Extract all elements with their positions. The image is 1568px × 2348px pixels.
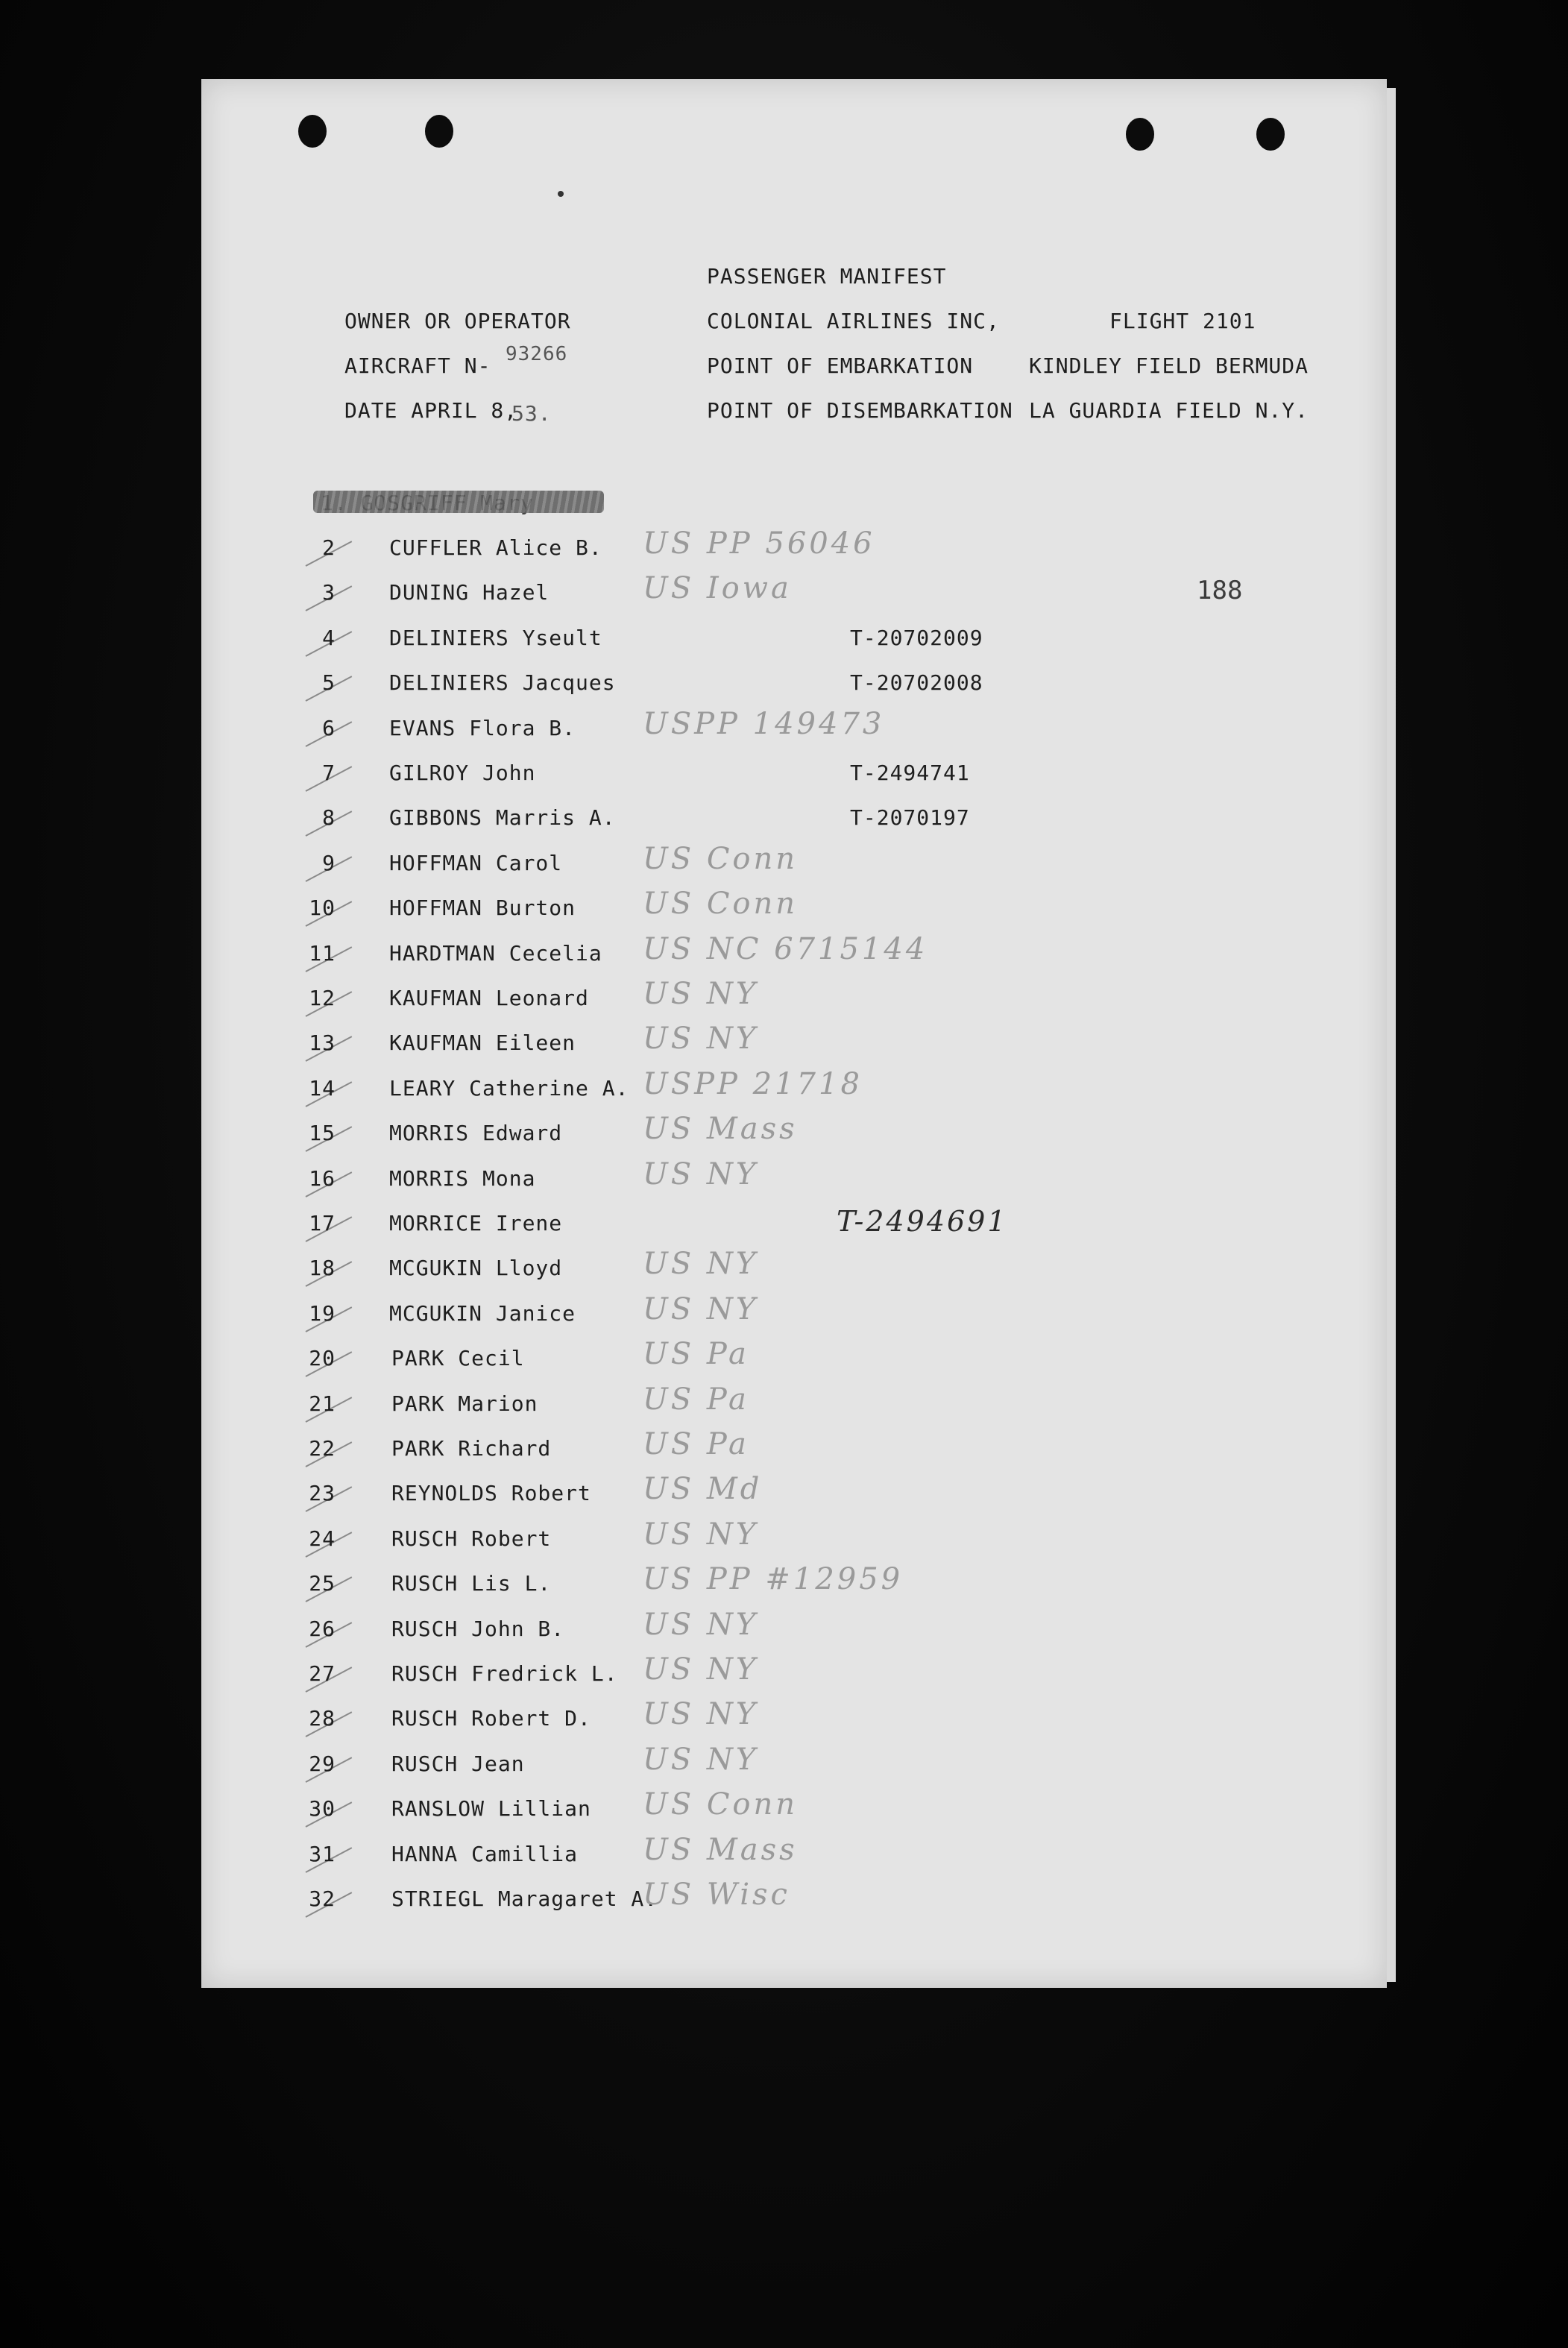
passenger-name: RUSCH John B. xyxy=(391,1617,565,1641)
handwritten-nationality: US NY xyxy=(643,1292,759,1326)
handwritten-nationality: USPP 149473 xyxy=(643,707,885,741)
passenger-name: HARDTMAN Cecelia xyxy=(389,941,602,966)
manifest-sheet xyxy=(201,79,1387,1988)
disembarkation-label: POINT OF DISEMBARKATION xyxy=(707,398,1013,423)
punch-hole-3 xyxy=(1126,118,1154,151)
passenger-name: HOFFMAN Carol xyxy=(389,851,563,875)
passenger-number: 8 xyxy=(322,805,336,830)
handwritten-nationality: US Pa xyxy=(643,1337,749,1371)
handwritten-nationality: US NY xyxy=(643,1517,759,1552)
owner-label: OWNER OR OPERATOR xyxy=(344,309,571,333)
passenger-number: 22 xyxy=(309,1436,336,1461)
passenger-number: 30 xyxy=(309,1796,336,1821)
passenger-name: LEARY Catherine A. xyxy=(389,1076,629,1101)
document-number: T-2070197 xyxy=(850,805,970,830)
handwritten-nationality: US Pa xyxy=(643,1382,749,1417)
owner-value: COLONIAL AIRLINES INC, xyxy=(707,309,1000,333)
passenger-name: MCGUKIN Lloyd xyxy=(389,1256,563,1280)
passenger-number: 24 xyxy=(309,1526,336,1551)
embarkation-label: POINT OF EMBARKATION xyxy=(707,353,974,378)
handwritten-nationality: US Conn xyxy=(643,1787,799,1822)
passenger-name: RUSCH Jean xyxy=(391,1751,525,1776)
passenger-name: GILROY John xyxy=(389,761,536,785)
passenger-number: 3 xyxy=(322,580,336,605)
passenger-name: PARK Richard xyxy=(391,1436,552,1461)
disembarkation-value: LA GUARDIA FIELD N.Y. xyxy=(1029,398,1309,423)
handwritten-nationality: US Md xyxy=(643,1472,763,1506)
passenger-name: HOFFMAN Burton xyxy=(389,896,576,920)
handwritten-nationality: US Mass xyxy=(643,1833,798,1867)
passenger-name: MORRIS Mona xyxy=(389,1166,536,1191)
handwritten-nationality: US NY xyxy=(643,1157,759,1192)
passenger-name: HANNA Camillia xyxy=(391,1842,579,1866)
handwritten-nationality: US NY xyxy=(643,1247,759,1281)
passenger-number: 31 xyxy=(309,1842,336,1866)
page-number: 188 xyxy=(1197,576,1243,605)
handwritten-nationality: USPP 21718 xyxy=(643,1067,863,1101)
passenger-name: DELINIERS Yseult xyxy=(389,626,602,650)
handwritten-nationality: US NY xyxy=(643,1743,759,1777)
passenger-name: STRIEGL Maragaret A. xyxy=(391,1886,658,1911)
punch-hole-4 xyxy=(1256,118,1285,151)
passenger-name: PARK Marion xyxy=(391,1391,538,1416)
document-number: T-2494741 xyxy=(850,761,970,785)
handwritten-nationality: US Conn xyxy=(643,887,799,921)
embarkation-value: KINDLEY FIELD BERMUDA xyxy=(1029,353,1309,378)
passenger-number: 12 xyxy=(309,986,336,1010)
passenger-number: 17 xyxy=(309,1211,336,1236)
passenger-number: 2 xyxy=(322,535,336,560)
handwritten-nationality: US Mass xyxy=(643,1112,798,1146)
passenger-name: CUFFLER Alice B. xyxy=(389,535,602,560)
punch-hole-1 xyxy=(298,115,327,148)
passenger-number: 20 xyxy=(309,1346,336,1370)
passenger-number: 6 xyxy=(322,716,336,740)
passenger-name: DUNING Hazel xyxy=(389,580,550,605)
passenger-number: 10 xyxy=(309,896,336,920)
passenger-number: 28 xyxy=(309,1706,336,1731)
handwritten-nationality: US Pa xyxy=(643,1427,749,1461)
handwritten-nationality: US Iowa xyxy=(643,571,792,605)
document-number: T-2494691 xyxy=(837,1205,1008,1238)
handwritten-nationality: US NY xyxy=(643,1697,759,1731)
passenger-name: DELINIERS Jacques xyxy=(389,670,616,695)
manifest-title: PASSENGER MANIFEST xyxy=(707,264,947,289)
strike-through-mark xyxy=(313,491,604,513)
date-year: 53. xyxy=(511,401,552,426)
passenger-name: RUSCH Robert xyxy=(391,1526,552,1551)
passenger-number: 5 xyxy=(322,670,336,695)
handwritten-nationality: US NY xyxy=(643,1652,759,1687)
passenger-number: 18 xyxy=(309,1256,336,1280)
passenger-name: RANSLOW Lillian xyxy=(391,1796,591,1821)
document-number: T-20702008 xyxy=(850,670,983,695)
passenger-number: 4 xyxy=(322,626,336,650)
passenger-number: 13 xyxy=(309,1030,336,1055)
handwritten-nationality: US NC 6715144 xyxy=(643,932,928,966)
document-number: T-20702009 xyxy=(850,626,983,650)
passenger-name: MORRIS Edward xyxy=(389,1121,563,1145)
passenger-name: EVANS Flora B. xyxy=(389,716,576,740)
passenger-number: 27 xyxy=(309,1661,336,1686)
passenger-number: 19 xyxy=(309,1301,336,1326)
passenger-name: RUSCH Fredrick L. xyxy=(391,1661,618,1686)
passenger-number: 23 xyxy=(309,1481,336,1505)
passenger-name: REYNOLDS Robert xyxy=(391,1481,591,1505)
handwritten-nationality: US PP 56046 xyxy=(643,526,875,561)
aircraft-label: AIRCRAFT N- xyxy=(344,353,491,378)
handwritten-nationality: US NY xyxy=(643,1022,759,1056)
passenger-name: GIBBONS Marris A. xyxy=(389,805,616,830)
passenger-number: 25 xyxy=(309,1571,336,1596)
passenger-name: KAUFMAN Eileen xyxy=(389,1030,576,1055)
aircraft-value: 93266 xyxy=(506,343,568,365)
flight-number: FLIGHT 2101 xyxy=(1109,309,1256,333)
passenger-name: RUSCH Lis L. xyxy=(391,1571,552,1596)
passenger-number: 14 xyxy=(309,1076,336,1101)
passenger-number: 7 xyxy=(322,761,336,785)
passenger-number: 9 xyxy=(322,851,336,875)
passenger-name: PARK Cecil xyxy=(391,1346,525,1370)
passenger-number: 16 xyxy=(309,1166,336,1191)
passenger-number: 11 xyxy=(309,941,336,966)
handwritten-nationality: US PP #12959 xyxy=(643,1562,904,1596)
passenger-number: 29 xyxy=(309,1751,336,1776)
handwritten-nationality: US Conn xyxy=(643,842,799,876)
passenger-number: 21 xyxy=(309,1391,336,1416)
handwritten-nationality: US Wisc xyxy=(643,1878,790,1912)
ink-speck xyxy=(558,191,564,197)
passenger-number: 15 xyxy=(309,1121,336,1145)
punch-hole-2 xyxy=(425,115,453,148)
passenger-name: MCGUKIN Janice xyxy=(389,1301,576,1326)
passenger-number: 26 xyxy=(309,1617,336,1641)
passenger-name: MORRICE Irene xyxy=(389,1211,563,1236)
handwritten-nationality: US NY xyxy=(643,1608,759,1642)
passenger-name: RUSCH Robert D. xyxy=(391,1706,591,1731)
handwritten-nationality: US NY xyxy=(643,977,759,1011)
passenger-name: KAUFMAN Leonard xyxy=(389,986,589,1010)
passenger-number: 32 xyxy=(309,1886,336,1911)
date-label: DATE APRIL 8, xyxy=(344,398,518,423)
